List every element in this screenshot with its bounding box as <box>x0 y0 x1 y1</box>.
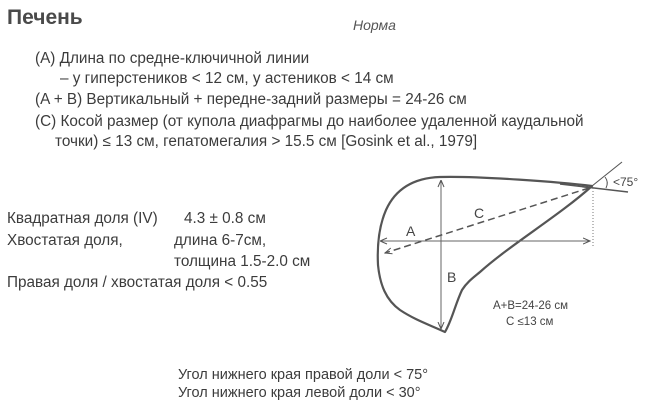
label-b: B <box>447 269 457 285</box>
angle-arc <box>605 177 607 188</box>
right-lobe-angle: Угол нижнего края правой доли < 75° <box>178 367 428 383</box>
quadrate-lobe-value: 4.3 ± 0.8 см <box>184 210 266 227</box>
page-subtitle: Норма <box>353 17 396 33</box>
criterion-c-detail: точки) ≤ 13 см, гепатомегалия > 15.5 см [Gosink et al., 1979] <box>55 133 478 150</box>
c-limit-label: C ≤13 см <box>506 316 554 328</box>
page-title: Печень <box>7 6 83 29</box>
lobe-ratio: Правая доля / хвостатая доля < 0.55 <box>7 274 268 291</box>
left-lobe-angle: Угол нижнего края левой доли < 30° <box>178 385 421 401</box>
angle-label: <75° <box>613 175 639 189</box>
label-a: A <box>406 223 416 239</box>
criterion-a: (A) Длина по средне-ключичной линии <box>35 50 310 67</box>
label-c: C <box>474 205 485 221</box>
quadrate-lobe-label: Квадратная доля (IV) <box>7 210 158 227</box>
sum-label: A+B=24-26 см <box>493 300 569 312</box>
caudate-lobe-label: Хвостатая доля, <box>7 232 123 249</box>
criterion-a-detail: – у гиперстеников < 12 см, у астеников < 14 см <box>60 70 394 87</box>
caudate-lobe-thickness: толщина 1.5-2.0 см <box>174 253 311 270</box>
criterion-ab: (A + B) Вертикальный + передне-задний размеры = 24-26 см <box>35 91 467 108</box>
dimension-c-line <box>385 188 589 253</box>
criterion-c: (C) Косой размер (от купола диафрагмы до наиболее удаленной каудальной <box>35 113 584 130</box>
caudate-lobe-length: длина 6-7см, <box>174 232 267 249</box>
